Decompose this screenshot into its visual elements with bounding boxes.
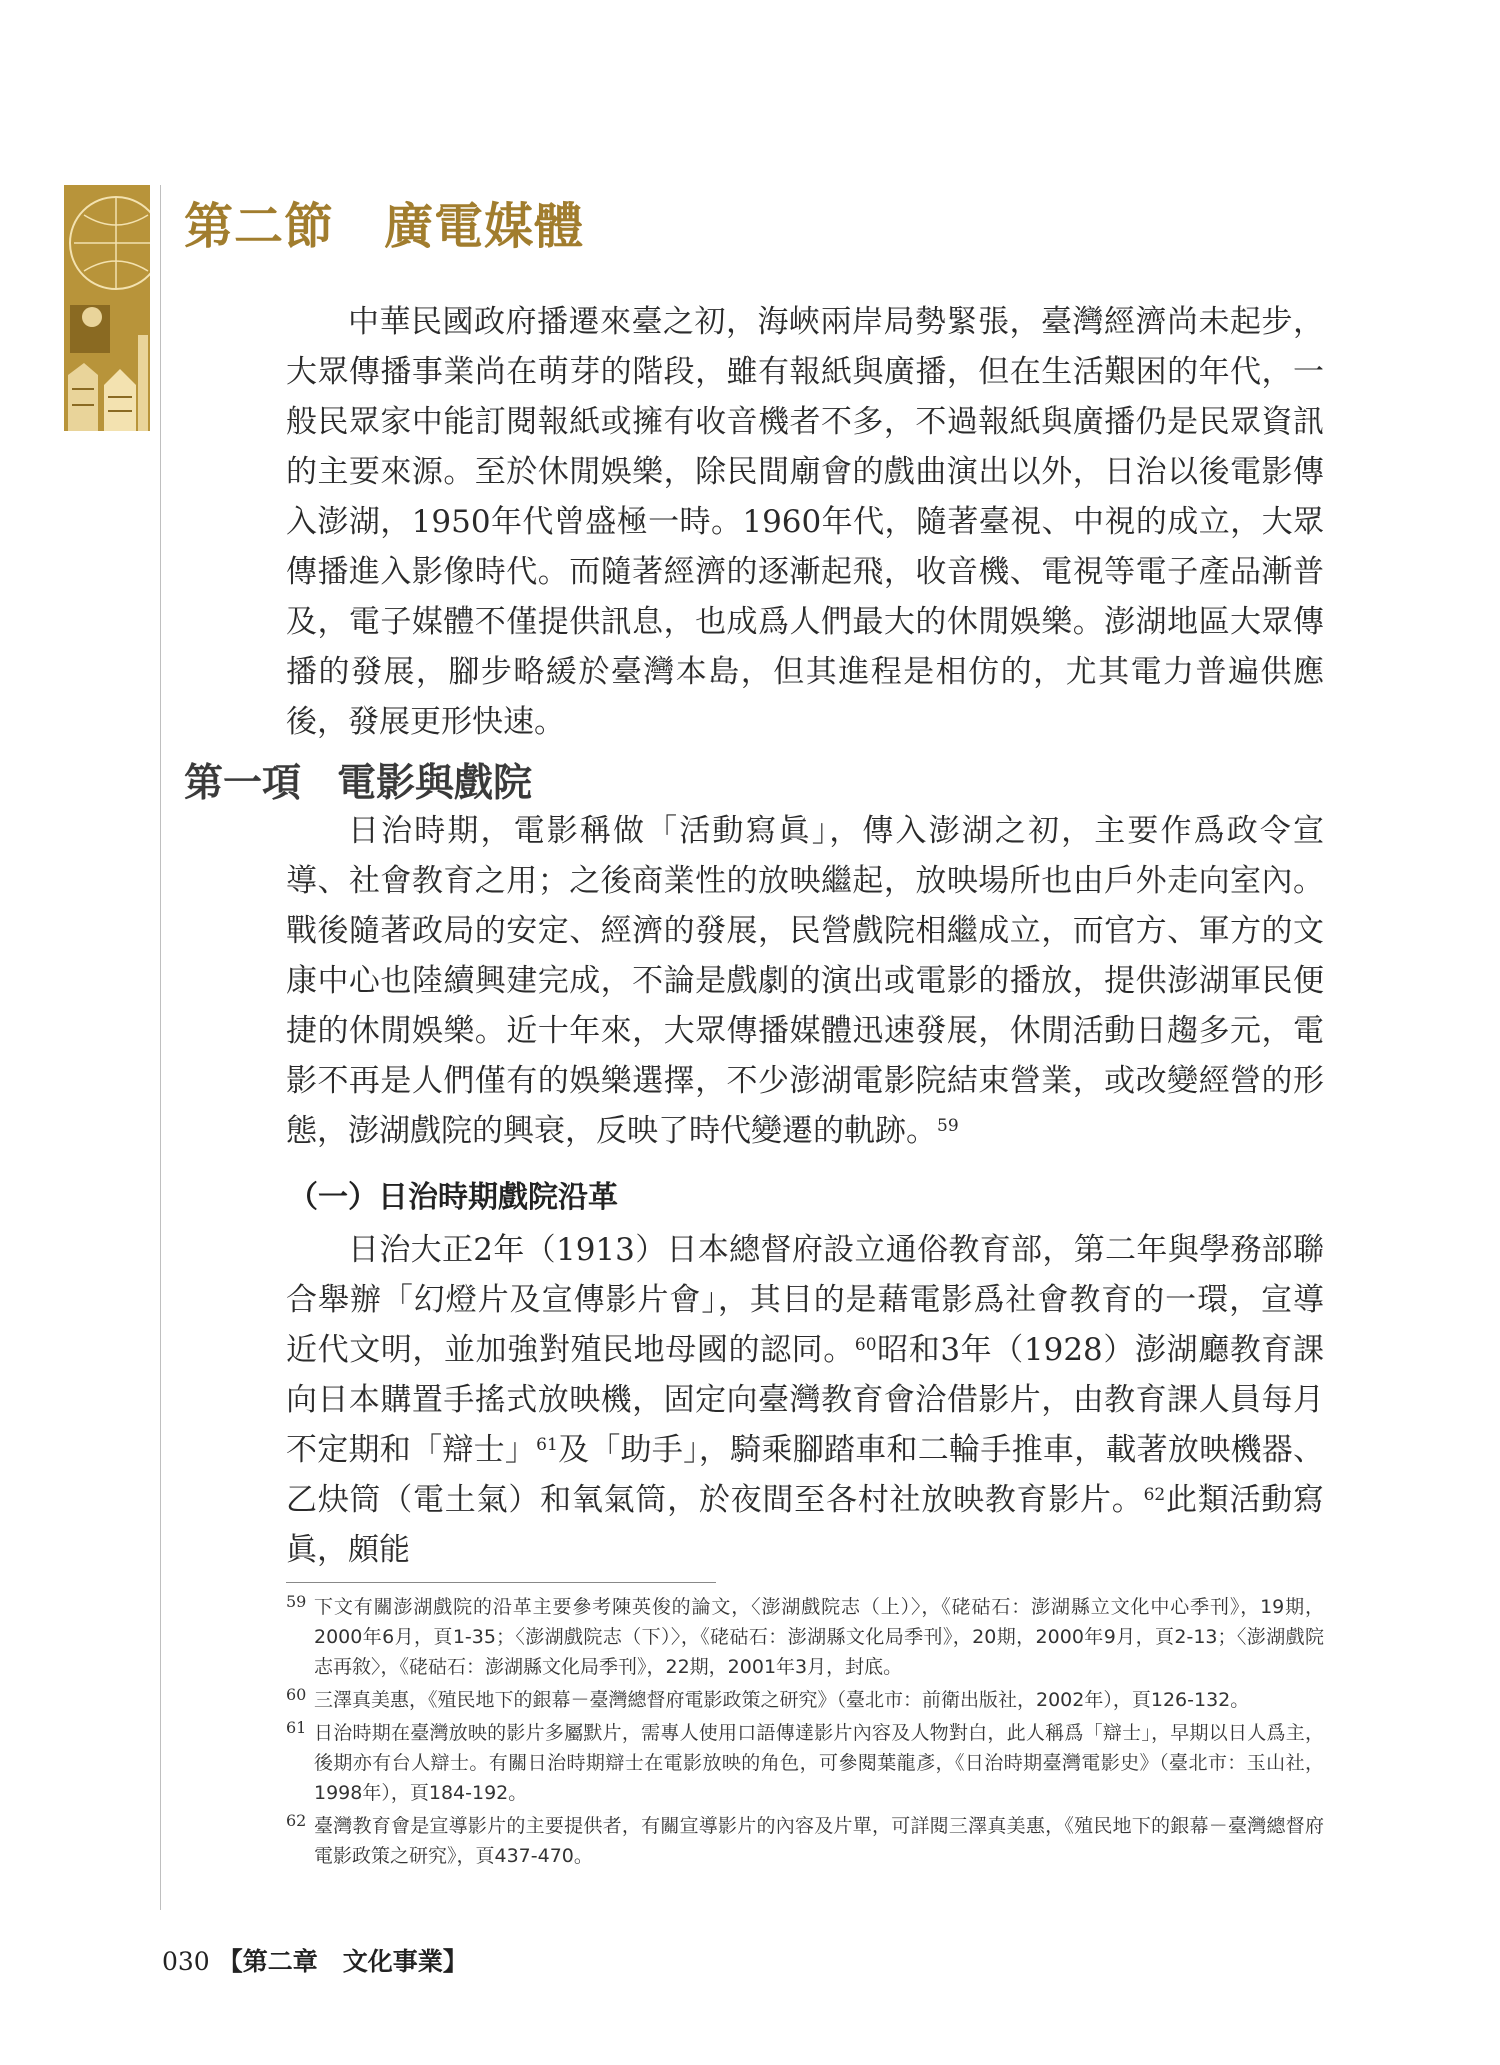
item-paragraph bbox=[286, 1225, 1324, 1575]
item-paragraph-seg4: 此類活動寫眞，頗能 bbox=[286, 1482, 1325, 1568]
item-paragraph-seg2: 昭和3年（1928）澎湖廳教育課向日本購置手搖式放映機，固定向臺灣教育會洽借影片，由教育課人員每月不定期和「辯士」 bbox=[286, 1332, 1325, 1468]
subsection-paragraph-text: 日治時期，電影稱做「活動寫眞」，傳入澎湖之初，主要作爲政令宣導、社會教育之用；之後商業性的放映繼起，放映場所也由戶外走向室內。戰後隨著政局的安定、經濟的發展，民營戲院相繼成立，而官方、軍方的文康中心也陸續興建完成，不論是戲劇的演出或電影的播放，提供澎湖軍民便捷的休閒娛樂。近十年來，大眾傳播媒體迅速發展，休閒活動日趨多元，電影不再是人們僅有的娛樂選擇，不少澎湖電影院結束營業，或改變經營的形態，澎湖戲院的興衰，反映了時代變遷的軌跡。 bbox=[286, 813, 1324, 1149]
footnote-62 bbox=[286, 1811, 1324, 1871]
footnote-text: 三澤真美惠，《殖民地下的銀幕－臺灣總督府電影政策之研究》（臺北市：前衛出版社，2002年），頁126-132。 bbox=[314, 1689, 1250, 1711]
subsection-number: 第一項 bbox=[184, 761, 302, 806]
page-number: 030 bbox=[162, 1947, 210, 1976]
footnote-ref-60[interactable]: 60 bbox=[854, 1335, 877, 1355]
footnote-ref-61[interactable]: 61 bbox=[536, 1435, 558, 1455]
footnote-text: 臺灣教育會是宣導影片的主要提供者，有關宣導影片的內容及片單，可詳閱三澤真美惠，《殖民地下的銀幕－臺灣總督府電影政策之研究》，頁437-470。 bbox=[314, 1815, 1324, 1867]
footnote-number: 61 bbox=[286, 1718, 307, 1737]
footnote-ref-59[interactable]: 59 bbox=[937, 1116, 959, 1136]
subsection-paragraph bbox=[286, 806, 1324, 1156]
item-paragraph-seg3: 及「助手」，騎乘腳踏車和二輪手推車，載著放映機器、乙炔筒（電土氣）和氧氣筒，於夜間至各村社放映教育影片。 bbox=[286, 1432, 1325, 1518]
intro-paragraph: 中華民國政府播遷來臺之初，海峽兩岸局勢緊張，臺灣經濟尚未起步，大眾傳播事業尚在萌芽的階段，雖有報紙與廣播，但在生活艱困的年代，一般民眾家中能訂閱報紙或擁有收音機者不多，不過報紙與廣播仍是民眾資訊的主要來源。至於休閒娛樂，除民間廟會的戲曲演出以外，日治以後電影傳入澎湖，1950年代曾盛極一時。1960年代，隨著臺視、中視的成立，大眾傳播進入影像時代。而隨著經濟的逐漸起飛，收音機、電視等電子產品漸普及，電子媒體不僅提供訊息，也成爲人們最大的休閒娛樂。澎湖地區大眾傳播的發展，腳步略緩於臺灣本島，但其進程是相仿的，尤其電力普遍供應後，發展更形快速。 bbox=[286, 304, 1324, 740]
footnotes bbox=[286, 1592, 1324, 1874]
footnote-number: 60 bbox=[286, 1685, 307, 1704]
page-footer bbox=[162, 1942, 468, 1978]
section-title bbox=[184, 188, 634, 258]
chapter-label: 【第二章 文化事業】 bbox=[217, 1947, 468, 1976]
footnote-61 bbox=[286, 1718, 1324, 1808]
item-title: （一）日治時期戲院沿革 bbox=[288, 1180, 618, 1215]
footnote-text: 下文有關澎湖戲院的沿革主要參考陳英俊的論文，〈澎湖戲院志（上）〉，《硓𥑮石：澎湖縣立文化中心季刊》，19期，2000年6月，頁1-35；〈澎湖戲院志（下）〉，《硓𥑮石：澎湖縣文化局季刊》，20期，2000年9月，頁2-13；〈澎湖戲院志再敘〉，《硓𥑮石：澎湖縣文化局季刊》，22期，2001年3月，封底。 bbox=[314, 1596, 1324, 1678]
footnote-60 bbox=[286, 1685, 1324, 1715]
footnote-59 bbox=[286, 1592, 1324, 1682]
section-number: 第二節 bbox=[184, 197, 335, 255]
footnote-number: 62 bbox=[286, 1811, 307, 1830]
subsection-name: 電影與戲院 bbox=[337, 761, 533, 806]
footnote-text: 日治時期在臺灣放映的影片多屬默片，需專人使用口語傳達影片內容及人物對白，此人稱爲「辯士」，早期以日人爲主，後期亦有台人辯士。有關日治時期辯士在電影放映的角色，可參閱葉龍彥，《日治時期臺灣電影史》（臺北市：玉山社，1998年），頁184-192。 bbox=[314, 1722, 1324, 1804]
footnote-number: 59 bbox=[286, 1592, 307, 1611]
footnote-ref-62[interactable]: 62 bbox=[1143, 1485, 1166, 1505]
footnote-divider bbox=[286, 1582, 716, 1583]
margin-rule bbox=[160, 185, 161, 1910]
chapter-emblem-icon bbox=[64, 185, 150, 431]
item-paragraph-seg1: 日治大正2年（1913）日本總督府設立通俗教育部，第二年與學務部聯合舉辦「幻燈片及宣傳影片會」，其目的是藉電影爲社會教育的一環，宣導近代文明，並加強對殖民地母國的認同。 bbox=[286, 1232, 1324, 1368]
section-name: 廣電媒體 bbox=[384, 197, 585, 255]
subsection-title bbox=[184, 752, 568, 808]
